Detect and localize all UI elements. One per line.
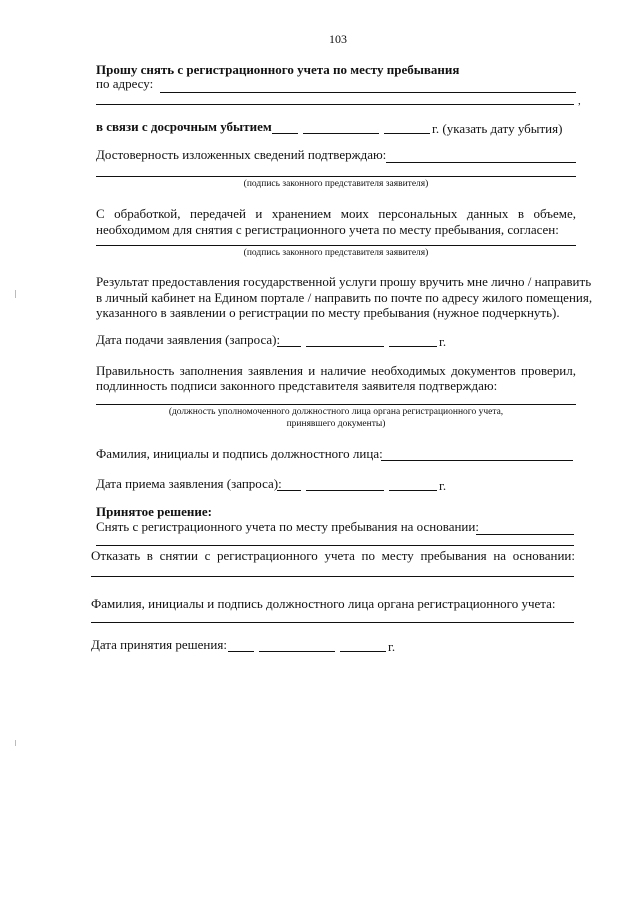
verification-line-2: подлинность подписи законного представителя заявителя подтверждаю:: [96, 378, 498, 393]
submission-date-suffix: г.: [439, 334, 447, 349]
address-trailing-comma: ,: [578, 95, 581, 107]
refuse-basis-label: Отказать в снятии с регистрационного учета по месту пребывания на основании:: [91, 548, 575, 563]
confirm-signature-line[interactable]: [96, 176, 576, 177]
scan-mark-top: [15, 290, 16, 298]
verification-caption-line-2: принявшего документы): [286, 419, 386, 429]
decision-date-suffix: г.: [388, 639, 396, 654]
refuse-basis-line[interactable]: [91, 576, 574, 577]
acceptance-date-label: Дата приема заявления (запроса):: [96, 476, 282, 491]
consent-line-2: необходимом для снятия с регистрационного учета по месту пребывания, согласен:: [96, 222, 559, 237]
submission-day-field[interactable]: [277, 346, 301, 347]
confirm-field-line[interactable]: [386, 162, 576, 163]
verification-caption-line-1: (должность уполномоченного должностного лица органа регистрационного учета,: [168, 407, 504, 417]
official-label: Фамилия, инициалы и подпись должностного лица:: [96, 446, 383, 461]
decision-official-line[interactable]: [91, 622, 574, 623]
verification-position-line[interactable]: [96, 404, 576, 405]
deregistration-heading: Прошу снять с регистрационного учета по месту пребывания: [96, 62, 460, 77]
delivery-line-2: в личный кабинет на Едином портале / направить по почте по адресу жилого помещения,: [96, 290, 593, 305]
delivery-line-3: указанного в заявлении о регистрации по месту пребывания (нужное подчеркнуть).: [96, 305, 560, 320]
submission-date-label: Дата подачи заявления (запроса):: [96, 332, 281, 347]
early-departure-suffix: г. (указать дату убытия): [432, 121, 563, 136]
departure-day-field[interactable]: [272, 133, 298, 134]
acceptance-date-suffix: г.: [439, 478, 447, 493]
scan-mark-bottom: [15, 740, 16, 746]
deregister-basis-label: Снять с регистрационного учета по месту пребывания на основании:: [96, 519, 479, 534]
decision-year-field[interactable]: [340, 651, 386, 652]
delivery-line-1: Результат предоставления государственной услуги прошу вручить мне лично / направить: [96, 274, 592, 289]
consent-signature-caption: (подпись законного представителя заявителя): [243, 248, 429, 258]
address-field-line-2[interactable]: [96, 104, 574, 105]
official-field-line[interactable]: [381, 460, 573, 461]
early-departure-label: в связи с досрочным убытием: [96, 119, 272, 134]
acceptance-year-field[interactable]: [389, 490, 437, 491]
page-number: 103: [329, 32, 347, 46]
decision-date-label: Дата принятия решения:: [91, 637, 227, 652]
consent-line-1: С обработкой, передачей и хранением моих персональных данных в объеме,: [96, 206, 576, 221]
decision-day-field[interactable]: [228, 651, 254, 652]
acceptance-day-field[interactable]: [277, 490, 301, 491]
departure-year-field[interactable]: [384, 133, 430, 134]
submission-month-field[interactable]: [306, 346, 384, 347]
decision-official-label: Фамилия, инициалы и подпись должностного лица органа регистрационного учета:: [91, 596, 556, 611]
acceptance-month-field[interactable]: [306, 490, 384, 491]
deregister-basis-line-2[interactable]: [96, 545, 574, 546]
confirm-label: Достоверность изложенных сведений подтверждаю:: [96, 147, 387, 162]
confirm-signature-caption: (подпись законного представителя заявителя): [243, 179, 429, 189]
decision-heading: Принятое решение:: [96, 504, 212, 519]
submission-year-field[interactable]: [389, 346, 437, 347]
consent-signature-line[interactable]: [96, 245, 576, 246]
departure-month-field[interactable]: [303, 133, 379, 134]
decision-month-field[interactable]: [259, 651, 335, 652]
address-label: по адресу:: [96, 76, 154, 91]
address-field-line-1[interactable]: [160, 92, 576, 93]
deregister-basis-field[interactable]: [476, 534, 574, 535]
verification-line-1: Правильность заполнения заявления и наличие необходимых документов проверил,: [96, 363, 576, 378]
